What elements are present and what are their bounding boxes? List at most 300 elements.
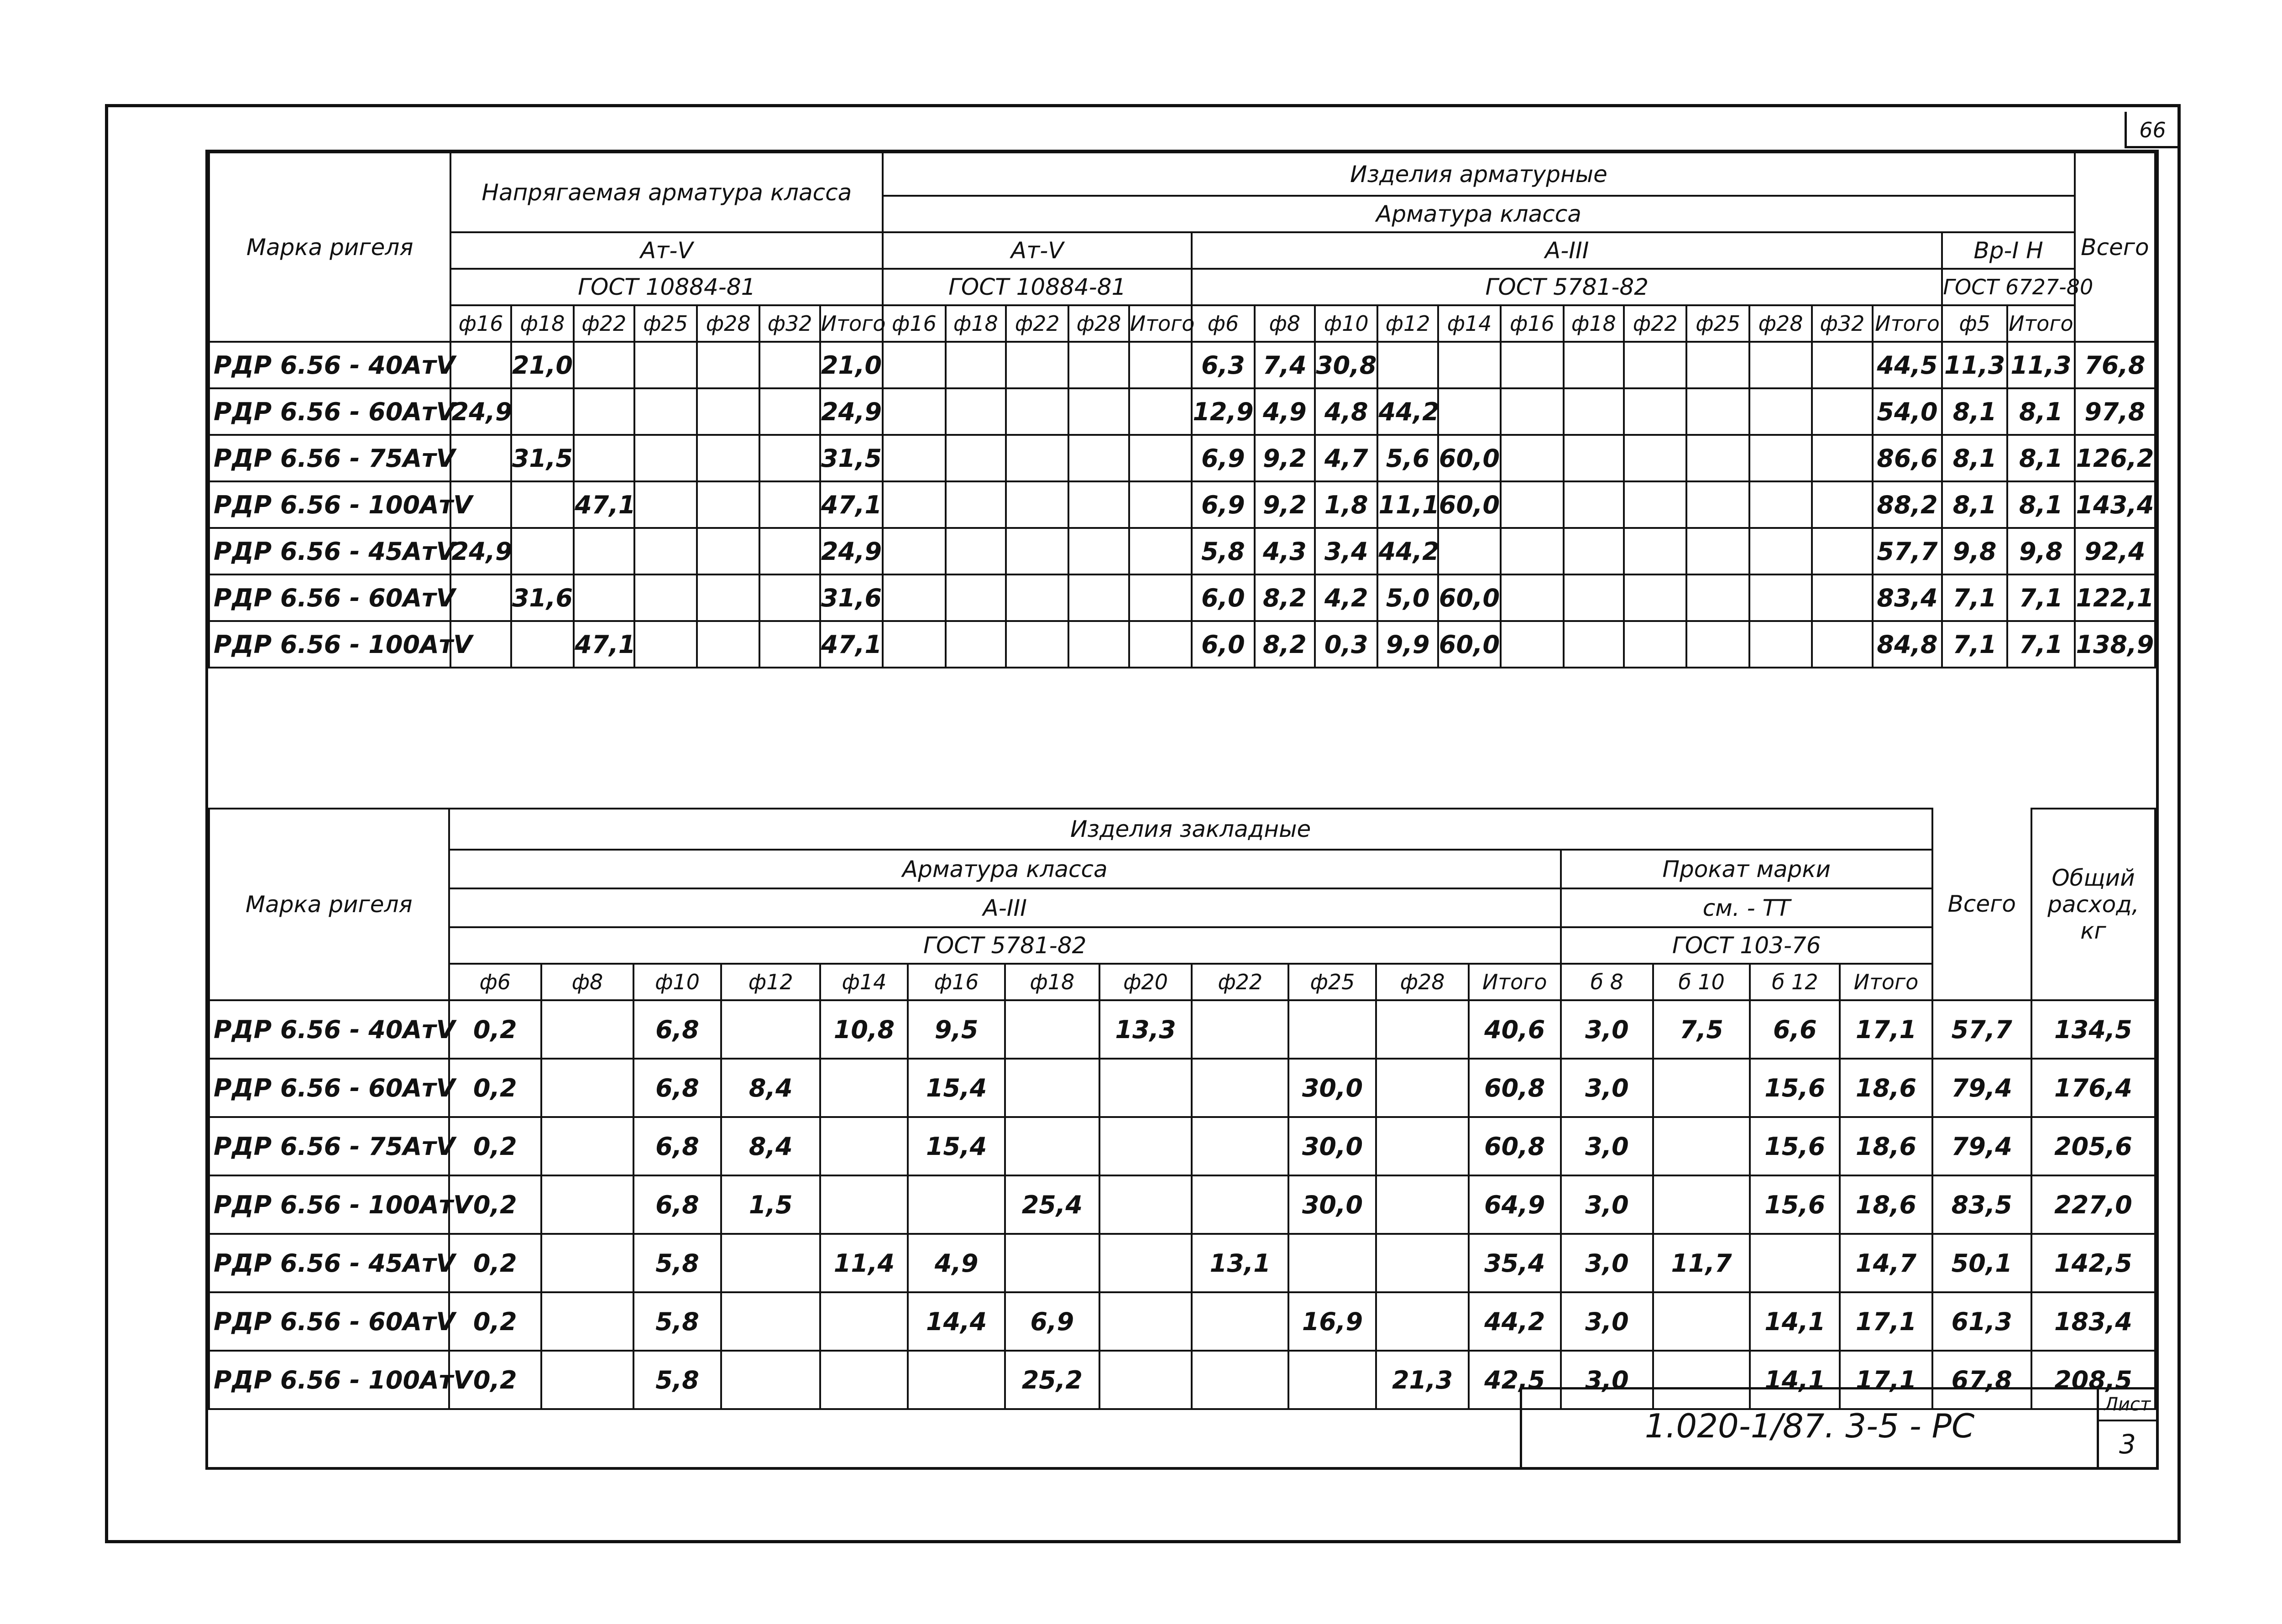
table-row bbox=[209, 435, 2155, 481]
table-cell bbox=[574, 528, 634, 574]
row-mark: РДР 6.56 - 45АтV bbox=[209, 528, 450, 574]
table-cell: 7,1 bbox=[2007, 621, 2075, 668]
table-cell bbox=[883, 481, 945, 528]
table-cell: 8,1 bbox=[1942, 481, 2007, 528]
table-cell bbox=[511, 481, 574, 528]
table-cell bbox=[1438, 528, 1501, 574]
table-cell: 3,0 bbox=[1561, 1059, 1653, 1117]
column-header: ф16 bbox=[450, 305, 511, 342]
table-cell: 9,8 bbox=[2007, 528, 2075, 574]
table-cell bbox=[1192, 1292, 1288, 1351]
row-mark: РДР 6.56 - 60АтV bbox=[209, 388, 450, 435]
table-cell: 6,6 bbox=[1750, 1000, 1840, 1059]
column-header: ф18 bbox=[1564, 305, 1624, 342]
table-cell bbox=[1068, 574, 1129, 621]
table-cell: 12,9 bbox=[1192, 388, 1254, 435]
table-cell bbox=[908, 1351, 1005, 1409]
table-cell bbox=[908, 1175, 1005, 1234]
table-cell bbox=[1653, 1117, 1750, 1175]
table-cell bbox=[946, 342, 1006, 388]
column-header: ф8 bbox=[541, 964, 633, 1000]
table-cell: 11,1 bbox=[1377, 481, 1438, 528]
table-cell bbox=[697, 342, 759, 388]
column-header: ф32 bbox=[1812, 305, 1872, 342]
row-total: 79,4 bbox=[1932, 1059, 2031, 1117]
table-cell bbox=[1192, 1117, 1288, 1175]
table-cell bbox=[634, 342, 697, 388]
row-total: 138,9 bbox=[2075, 621, 2155, 668]
column-header: ф16 bbox=[883, 305, 945, 342]
rebar-class-header: Арматура класса bbox=[449, 850, 1561, 888]
title-block bbox=[1520, 1387, 2156, 1467]
table-cell bbox=[946, 388, 1006, 435]
table-cell bbox=[634, 528, 697, 574]
table-cell: 21,0 bbox=[511, 342, 574, 388]
table-cell bbox=[820, 1292, 908, 1351]
column-header: ф18 bbox=[511, 305, 574, 342]
table-cell: 6,8 bbox=[633, 1117, 721, 1175]
table-cell: 24,9 bbox=[450, 528, 511, 574]
table-cell bbox=[1129, 574, 1192, 621]
table-cell: 31,5 bbox=[511, 435, 574, 481]
table-cell bbox=[1624, 388, 1686, 435]
table-cell: 30,0 bbox=[1288, 1059, 1376, 1117]
table-row bbox=[209, 574, 2155, 621]
row-mark: РДР 6.56 - 45АтV bbox=[209, 1234, 449, 1292]
table-cell bbox=[1005, 1059, 1099, 1117]
column-header: ф28 bbox=[1376, 964, 1468, 1000]
column-header: ф25 bbox=[1288, 964, 1376, 1000]
table-cell bbox=[1006, 388, 1068, 435]
table-cell bbox=[1129, 388, 1192, 435]
table-row bbox=[209, 388, 2155, 435]
table-cell bbox=[1068, 342, 1129, 388]
table-cell bbox=[1192, 1351, 1288, 1409]
table-cell bbox=[1501, 528, 1563, 574]
table-cell: 8,1 bbox=[1942, 388, 2007, 435]
table-cell: 25,2 bbox=[1005, 1351, 1099, 1409]
table-cell: 30,8 bbox=[1315, 342, 1377, 388]
column-header: ф10 bbox=[1315, 305, 1377, 342]
column-header: Итого bbox=[2007, 305, 2075, 342]
table-cell: 86,6 bbox=[1873, 435, 1942, 481]
table-cell bbox=[883, 574, 945, 621]
row-mark: РДР 6.56 - 100АтV bbox=[209, 1351, 449, 1409]
table-cell bbox=[1006, 342, 1068, 388]
table-cell bbox=[1005, 1234, 1099, 1292]
table-cell bbox=[1099, 1292, 1192, 1351]
table-cell bbox=[1812, 481, 1872, 528]
table-cell bbox=[1686, 574, 1749, 621]
column-header: ф8 bbox=[1255, 305, 1315, 342]
table-cell bbox=[946, 528, 1006, 574]
table-cell bbox=[883, 388, 945, 435]
table-cell bbox=[820, 1059, 908, 1117]
row-total: 79,4 bbox=[1932, 1117, 2031, 1175]
table-cell: 21,3 bbox=[1376, 1351, 1468, 1409]
row-grand-total: 176,4 bbox=[2031, 1059, 2155, 1117]
column-header: Итого bbox=[1873, 305, 1942, 342]
rolled-header: Прокат марки bbox=[1561, 850, 1932, 888]
column-header: ф14 bbox=[820, 964, 908, 1000]
table-cell bbox=[1624, 481, 1686, 528]
table-cell bbox=[759, 528, 820, 574]
table-cell: 54,0 bbox=[1873, 388, 1942, 435]
table-cell bbox=[1006, 528, 1068, 574]
table-cell bbox=[721, 1234, 820, 1292]
table-cell bbox=[1376, 1000, 1468, 1059]
table-cell bbox=[820, 1117, 908, 1175]
table-cell bbox=[1006, 435, 1068, 481]
table-cell: 40,6 bbox=[1469, 1000, 1561, 1059]
table-cell bbox=[541, 1175, 633, 1234]
table-cell bbox=[1564, 435, 1624, 481]
table-cell bbox=[634, 621, 697, 668]
table-cell: 18,6 bbox=[1840, 1059, 1932, 1117]
total-header: Всего bbox=[2075, 152, 2155, 342]
row-mark: РДР 6.56 - 60АтV bbox=[209, 1292, 449, 1351]
table-cell: 30,0 bbox=[1288, 1117, 1376, 1175]
table-cell: 3,0 bbox=[1561, 1000, 1653, 1059]
table-cell: 6,9 bbox=[1005, 1292, 1099, 1351]
table-cell bbox=[759, 481, 820, 528]
table-cell: 7,1 bbox=[2007, 574, 2075, 621]
table-cell bbox=[1812, 342, 1872, 388]
table-cell bbox=[1501, 621, 1563, 668]
row-total: 143,4 bbox=[2075, 481, 2155, 528]
table-gap bbox=[208, 761, 2156, 808]
row-total: 97,8 bbox=[2075, 388, 2155, 435]
table-cell bbox=[574, 342, 634, 388]
table-cell bbox=[1564, 528, 1624, 574]
table-row bbox=[209, 1292, 2155, 1351]
table-cell: 60,0 bbox=[1438, 435, 1501, 481]
table-cell bbox=[1686, 342, 1749, 388]
table-cell bbox=[1068, 528, 1129, 574]
table-cell bbox=[1749, 481, 1812, 528]
page-number: 66 bbox=[2125, 112, 2178, 148]
table-cell bbox=[946, 481, 1006, 528]
class-atv-header-2: Ат-V bbox=[883, 232, 1192, 269]
sheet-label: Лист bbox=[2099, 1389, 2156, 1421]
row-mark: РДР 6.56 - 40АтV bbox=[209, 342, 450, 388]
column-header: ф16 bbox=[1501, 305, 1563, 342]
table-cell bbox=[1288, 1000, 1376, 1059]
table-cell bbox=[541, 1351, 633, 1409]
class-aiii-header: А-III bbox=[1192, 232, 1942, 269]
table-cell bbox=[1501, 435, 1563, 481]
table-cell: 8,1 bbox=[1942, 435, 2007, 481]
table-cell bbox=[946, 435, 1006, 481]
table-cell: 1,8 bbox=[1315, 481, 1377, 528]
table-cell: 47,1 bbox=[574, 621, 634, 668]
table-cell: 8,4 bbox=[721, 1059, 820, 1117]
table-cell bbox=[1129, 621, 1192, 668]
table-cell: 9,8 bbox=[1942, 528, 2007, 574]
column-header: ф5 bbox=[1942, 305, 2007, 342]
table-cell bbox=[1749, 435, 1812, 481]
table-cell bbox=[1812, 388, 1872, 435]
table-cell bbox=[759, 435, 820, 481]
table-cell: 6,9 bbox=[1192, 481, 1254, 528]
table-cell: 17,1 bbox=[1840, 1292, 1932, 1351]
row-total: 57,7 bbox=[1932, 1000, 2031, 1059]
table-cell: 17,1 bbox=[1840, 1000, 1932, 1059]
table-cell bbox=[511, 621, 574, 668]
table-cell bbox=[1099, 1234, 1192, 1292]
row-total: 67,8 bbox=[1932, 1351, 2031, 1409]
table-cell: 44,2 bbox=[1377, 388, 1438, 435]
table-cell: 6,0 bbox=[1192, 574, 1254, 621]
table-cell: 8,1 bbox=[2007, 481, 2075, 528]
table-cell bbox=[883, 528, 945, 574]
table-cell: 44,2 bbox=[1377, 528, 1438, 574]
table-cell: 10,8 bbox=[820, 1000, 908, 1059]
column-header: ф25 bbox=[1686, 305, 1749, 342]
table-cell bbox=[1005, 1000, 1099, 1059]
table-cell bbox=[697, 435, 759, 481]
gost-header-2: ГОСТ 10884-81 bbox=[883, 269, 1192, 305]
table-cell: 47,1 bbox=[820, 481, 883, 528]
document-code: 1.020-1/87. 3-5 - РС bbox=[1644, 1407, 1975, 1445]
table-cell: 84,8 bbox=[1873, 621, 1942, 668]
table-cell bbox=[697, 388, 759, 435]
mark-header: Марка ригеля bbox=[209, 152, 450, 342]
table-cell: 31,6 bbox=[511, 574, 574, 621]
column-header: ф22 bbox=[574, 305, 634, 342]
table-cell bbox=[721, 1292, 820, 1351]
column-header: ф18 bbox=[1005, 964, 1099, 1000]
table-cell: 0,2 bbox=[449, 1351, 541, 1409]
table-row bbox=[209, 1000, 2155, 1059]
table-cell bbox=[1749, 342, 1812, 388]
table-cell: 83,4 bbox=[1873, 574, 1942, 621]
table-cell: 18,6 bbox=[1840, 1117, 1932, 1175]
column-header: ф16 bbox=[908, 964, 1005, 1000]
table-cell: 13,1 bbox=[1192, 1234, 1288, 1292]
table-cell bbox=[1288, 1234, 1376, 1292]
sheet-cell bbox=[2097, 1389, 2156, 1467]
embedded-table bbox=[208, 808, 2156, 1410]
table-cell: 8,1 bbox=[2007, 388, 2075, 435]
table-cell bbox=[1376, 1234, 1468, 1292]
table-cell: 3,0 bbox=[1561, 1175, 1653, 1234]
table-cell bbox=[1749, 528, 1812, 574]
table-cell bbox=[759, 621, 820, 668]
grand-total-header: Общий расход, кг bbox=[2031, 809, 2155, 1000]
table-cell bbox=[1501, 574, 1563, 621]
table-row bbox=[209, 481, 2155, 528]
table-cell bbox=[1624, 621, 1686, 668]
table-cell: 60,8 bbox=[1469, 1059, 1561, 1117]
table-cell: 6,9 bbox=[1192, 435, 1254, 481]
table-cell: 9,2 bbox=[1255, 481, 1315, 528]
column-header: б 10 bbox=[1653, 964, 1750, 1000]
row-mark: РДР 6.56 - 75АтV bbox=[209, 1117, 449, 1175]
table-cell bbox=[1006, 621, 1068, 668]
gost-rolled-header: ГОСТ 103-76 bbox=[1561, 927, 1932, 964]
embedded-header: Изделия закладные bbox=[449, 809, 1932, 850]
table-cell bbox=[634, 481, 697, 528]
table-cell: 9,9 bbox=[1377, 621, 1438, 668]
table-cell: 24,9 bbox=[450, 388, 511, 435]
table-cell bbox=[1099, 1351, 1192, 1409]
gost-rebar-header: ГОСТ 5781-82 bbox=[449, 927, 1561, 964]
table-cell: 16,9 bbox=[1288, 1292, 1376, 1351]
table-cell bbox=[1068, 481, 1129, 528]
total-header: Всего bbox=[1932, 809, 2031, 1000]
table-cell bbox=[1749, 388, 1812, 435]
table-cell bbox=[1653, 1175, 1750, 1234]
column-header: ф28 bbox=[697, 305, 759, 342]
table-cell bbox=[1653, 1292, 1750, 1351]
table-cell: 5,0 bbox=[1377, 574, 1438, 621]
column-header: ф22 bbox=[1624, 305, 1686, 342]
table-cell: 57,7 bbox=[1873, 528, 1942, 574]
row-grand-total: 227,0 bbox=[2031, 1175, 2155, 1234]
table-cell bbox=[1749, 574, 1812, 621]
table-cell: 5,8 bbox=[633, 1351, 721, 1409]
table-cell bbox=[1812, 528, 1872, 574]
table-cell bbox=[1686, 435, 1749, 481]
row-mark: РДР 6.56 - 40АтV bbox=[209, 1000, 449, 1059]
table-cell bbox=[697, 621, 759, 668]
table-cell bbox=[1501, 481, 1563, 528]
table-cell bbox=[1068, 388, 1129, 435]
row-grand-total: 208,5 bbox=[2031, 1351, 2155, 1409]
table-cell: 44,2 bbox=[1469, 1292, 1561, 1351]
table-cell: 8,4 bbox=[721, 1117, 820, 1175]
table-cell: 9,2 bbox=[1255, 435, 1315, 481]
table-cell: 14,1 bbox=[1750, 1351, 1840, 1409]
table-cell bbox=[1438, 342, 1501, 388]
table-cell bbox=[1686, 621, 1749, 668]
table-cell: 11,3 bbox=[1942, 342, 2007, 388]
table-cell bbox=[1564, 388, 1624, 435]
row-mark: РДР 6.56 - 60АтV bbox=[209, 574, 450, 621]
table-cell: 15,6 bbox=[1750, 1059, 1840, 1117]
table-cell bbox=[697, 528, 759, 574]
table-cell: 17,1 bbox=[1840, 1351, 1932, 1409]
table-cell: 0,2 bbox=[449, 1059, 541, 1117]
table-cell: 14,7 bbox=[1840, 1234, 1932, 1292]
table-cell bbox=[1812, 574, 1872, 621]
table-cell bbox=[1653, 1059, 1750, 1117]
table-cell bbox=[1376, 1292, 1468, 1351]
row-grand-total: 183,4 bbox=[2031, 1292, 2155, 1351]
table-cell bbox=[721, 1000, 820, 1059]
table-cell: 11,7 bbox=[1653, 1234, 1750, 1292]
column-header: Итого bbox=[1469, 964, 1561, 1000]
table-cell: 6,8 bbox=[633, 1175, 721, 1234]
table-cell: 15,6 bbox=[1750, 1117, 1840, 1175]
table-cell bbox=[1686, 528, 1749, 574]
table-row bbox=[209, 1175, 2155, 1234]
table-cell: 24,9 bbox=[820, 388, 883, 435]
row-total: 92,4 bbox=[2075, 528, 2155, 574]
table-cell bbox=[1192, 1059, 1288, 1117]
table-cell bbox=[1812, 621, 1872, 668]
table-cell bbox=[1068, 435, 1129, 481]
column-header: ф14 bbox=[1438, 305, 1501, 342]
table-cell bbox=[1005, 1117, 1099, 1175]
table-cell: 5,8 bbox=[1192, 528, 1254, 574]
table-cell: 47,1 bbox=[820, 621, 883, 668]
table-cell bbox=[541, 1234, 633, 1292]
table-cell bbox=[820, 1351, 908, 1409]
column-header: ф12 bbox=[721, 964, 820, 1000]
column-header: ф20 bbox=[1099, 964, 1192, 1000]
prestressed-header: Напрягаемая арматура класса bbox=[450, 152, 883, 232]
table-cell bbox=[450, 574, 511, 621]
table-cell bbox=[450, 342, 511, 388]
table-cell: 60,8 bbox=[1469, 1117, 1561, 1175]
table-cell: 0,2 bbox=[449, 1292, 541, 1351]
table-cell: 4,2 bbox=[1315, 574, 1377, 621]
table-cell bbox=[1624, 574, 1686, 621]
table-cell: 0,2 bbox=[449, 1117, 541, 1175]
table-cell bbox=[1099, 1059, 1192, 1117]
column-header: ф28 bbox=[1749, 305, 1812, 342]
gost-header-4: ГОСТ 6727-80 bbox=[1942, 269, 2074, 305]
table-cell: 13,3 bbox=[1099, 1000, 1192, 1059]
rebar-table bbox=[208, 151, 2156, 668]
table-cell: 7,5 bbox=[1653, 1000, 1750, 1059]
table-cell: 15,6 bbox=[1750, 1175, 1840, 1234]
column-header: б 8 bbox=[1561, 964, 1653, 1000]
table-cell: 15,4 bbox=[908, 1117, 1005, 1175]
row-total: 83,5 bbox=[1932, 1175, 2031, 1234]
table-cell: 3,0 bbox=[1561, 1351, 1653, 1409]
table-cell bbox=[721, 1351, 820, 1409]
table-cell: 35,4 bbox=[1469, 1234, 1561, 1292]
column-header: ф12 bbox=[1377, 305, 1438, 342]
row-total: 76,8 bbox=[2075, 342, 2155, 388]
table-cell: 31,6 bbox=[820, 574, 883, 621]
table-cell bbox=[1501, 342, 1563, 388]
table-cell bbox=[511, 388, 574, 435]
table-row bbox=[209, 342, 2155, 388]
table-cell: 4,9 bbox=[908, 1234, 1005, 1292]
table-cell: 0,2 bbox=[449, 1000, 541, 1059]
table-cell: 11,3 bbox=[2007, 342, 2075, 388]
table-cell bbox=[1750, 1234, 1840, 1292]
table-cell bbox=[511, 528, 574, 574]
table-row bbox=[209, 1234, 2155, 1292]
row-grand-total: 142,5 bbox=[2031, 1234, 2155, 1292]
table-cell bbox=[574, 388, 634, 435]
table-cell bbox=[883, 621, 945, 668]
table-cell bbox=[541, 1117, 633, 1175]
rebar-class-header: Арматура класса bbox=[883, 196, 2075, 232]
column-header: ф28 bbox=[1068, 305, 1129, 342]
column-header: Итого bbox=[1840, 964, 1932, 1000]
gost-header-1: ГОСТ 10884-81 bbox=[450, 269, 883, 305]
column-header: Итого bbox=[820, 305, 883, 342]
table-cell bbox=[541, 1292, 633, 1351]
table-cell bbox=[1686, 388, 1749, 435]
table-cell: 7,1 bbox=[1942, 574, 2007, 621]
table-cell bbox=[1099, 1117, 1192, 1175]
table-cell: 60,0 bbox=[1438, 574, 1501, 621]
table-cell: 3,4 bbox=[1315, 528, 1377, 574]
column-header: б 12 bbox=[1750, 964, 1840, 1000]
class-aiii-header: А-III bbox=[449, 888, 1561, 927]
table-cell: 14,1 bbox=[1750, 1292, 1840, 1351]
table-cell: 4,8 bbox=[1315, 388, 1377, 435]
table-cell: 18,6 bbox=[1840, 1175, 1932, 1234]
table-row bbox=[209, 528, 2155, 574]
